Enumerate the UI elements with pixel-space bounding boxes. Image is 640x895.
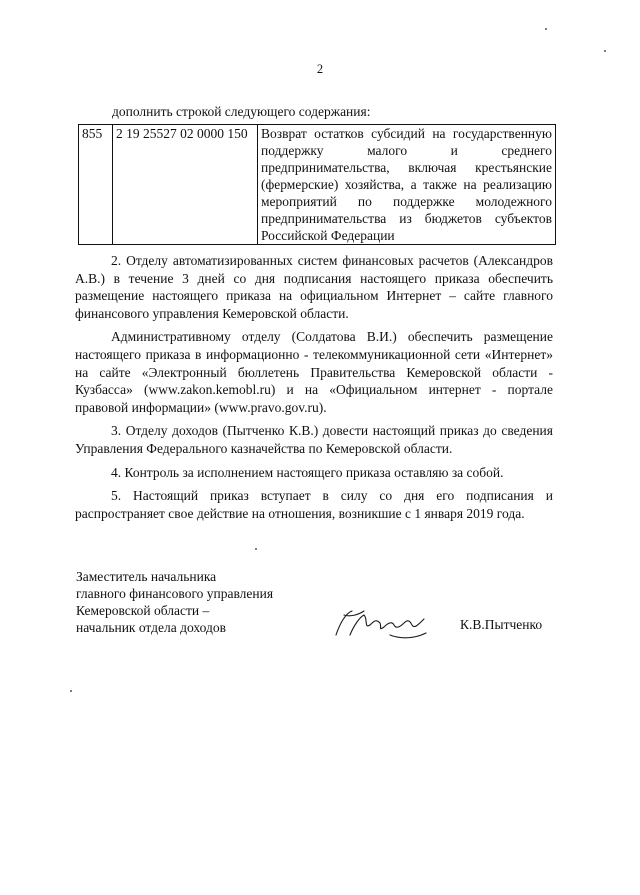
signatory-title bbox=[76, 568, 273, 636]
paragraph-3: 3. Отделу доходов (Пытченко К.В.) довести настоящий приказ до сведения Управления Федерального казначейства по Кемеровской области. bbox=[75, 423, 553, 456]
handwritten-signature bbox=[330, 605, 430, 645]
signer-name: К.В.Пытченко bbox=[460, 617, 543, 632]
admin-code-cell: 855 bbox=[79, 125, 113, 245]
signatory-line: Кемеровской области – bbox=[76, 603, 210, 618]
signatory-line: главного финансового управления bbox=[76, 586, 274, 601]
scan-speck bbox=[604, 50, 606, 52]
paragraph-admin: Административному отделу (Солдатова В.И.) обеспечить размещение настоящего приказа в информационно - телекоммуникационной сети «Интернет» на сайте «Электронный бюллетень Правительства Кемеровской области - Кузбасса» (www.zakon.kemobl.ru) и на «Официальном интернет - портале правовой информации» (www.pravo.gov.ru). bbox=[75, 329, 553, 415]
description-cell: Возврат остатков субсидий на государственную поддержку малого и среднего предпринимательства, включая крестьянские (фермерские) хозяйства, а также на реализацию мероприятий по поддержке молодежного предпринимательства из бюджетов субъектов Российской Федерации bbox=[258, 125, 556, 245]
signatory-line: начальник отдела доходов bbox=[76, 620, 226, 635]
paragraph-5: 5. Настоящий приказ вступает в силу со дня его подписания и распространяет свое действие на отношения, возникшие с 1 января 2019 года. bbox=[75, 488, 553, 521]
paragraph-2: 2. Отделу автоматизированных систем финансовых расчетов (Александров А.В.) в течение 3 дней со дня подписания настоящего приказа обеспечить размещение настоящего приказа на официальном Интернет – сайте главного финансового управления Кемеровской области. bbox=[75, 253, 553, 321]
signatory-line: Заместитель начальника bbox=[76, 569, 217, 584]
paragraph-4: 4. Контроль за исполнением настоящего приказа оставляю за собой. bbox=[111, 464, 504, 480]
intro-line: дополнить строкой следующего содержания: bbox=[112, 104, 371, 119]
kbk-code-cell: 2 19 25527 02 0000 150 bbox=[113, 125, 258, 245]
order-body bbox=[75, 252, 553, 528]
scan-speck bbox=[545, 28, 547, 30]
table-row bbox=[79, 125, 556, 245]
scan-speck bbox=[70, 690, 72, 692]
budget-code-table bbox=[78, 124, 556, 245]
scan-speck bbox=[255, 548, 257, 550]
page-number: 2 bbox=[316, 62, 324, 76]
